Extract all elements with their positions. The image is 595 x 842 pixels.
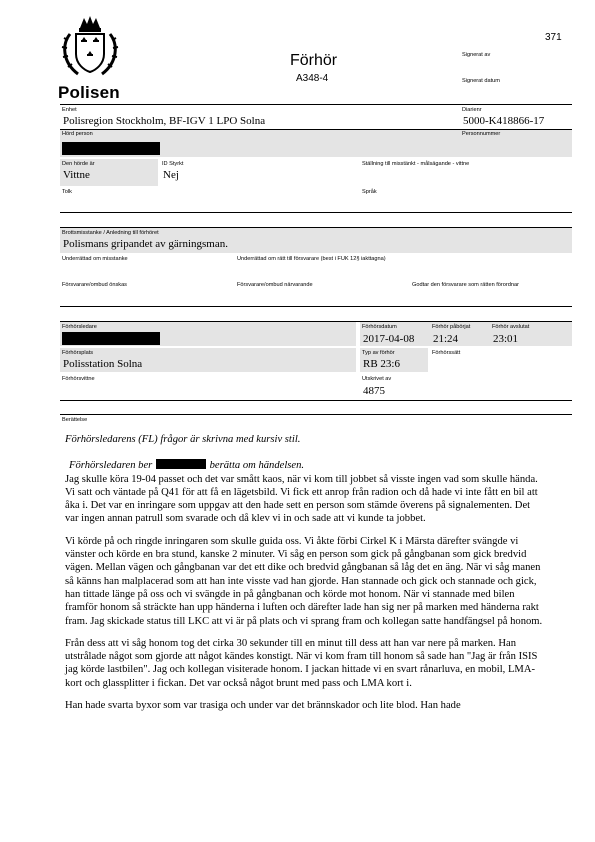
heard-as-label: Den hörde är: [62, 161, 95, 167]
id-verified-value: Nej: [163, 169, 179, 181]
id-verified-label: ID Styrkt: [162, 161, 184, 167]
redacted-leader: [62, 332, 160, 345]
informed-counsel-label: Underrättad om rätt till försvarare (best i FUK 12§ iakttagna): [237, 256, 386, 262]
story-paragraph-3: Från dess att vi såg honom tog det cirka 30 sekunder till en minut till dess att han var nere på marken. Han utstrålade något som gjorde att något kändes konstigt. När vi kom fram till honom så sade han "Jag är från ISIS jag körde lastbilen". Jag och kollegan visiterade honom. I jackan hittade vi en svart rånarluva, en mobil, LMA-kort och glassplitter i fickan. Det var också något brunt med pass och LMA kort i.: [65, 637, 538, 689]
police-logo: [58, 14, 122, 102]
divider: [60, 104, 572, 105]
heard-as-value: Vittne: [63, 169, 90, 181]
counsel-wanted-label: Försvarare/ombud önskas: [62, 282, 127, 288]
question-after: berätta om händelsen.: [209, 460, 305, 472]
question-before: Förhörsledaren ber: [69, 460, 153, 472]
start-label: Förhör påbörjat: [432, 324, 471, 330]
interpreter-label: Tolk: [62, 189, 72, 195]
document-title: Förhör: [290, 52, 338, 69]
story-question: [69, 459, 545, 472]
diarie-value: 5000-K418866-17: [463, 115, 545, 127]
crown-shield-icon: [58, 14, 122, 80]
counsel-present-label: Försvarare/ombud närvarande: [237, 282, 313, 288]
redacted-name-inline: [156, 459, 206, 469]
divider: [60, 129, 572, 130]
logo-text: Polisen: [58, 83, 120, 102]
date-value: 2017-04-08: [363, 333, 415, 345]
divider: [60, 212, 572, 213]
story-intro: Förhörsledarens (FL) frågor är skrivna med kursiv stil.: [65, 434, 301, 445]
written-by-label: Utskrivet av: [362, 376, 392, 382]
signed-date-label: Signerat datum: [462, 78, 500, 84]
divider: [60, 400, 572, 401]
end-label: Förhör avslutat: [492, 324, 530, 330]
personnummer-label: Personnummer: [462, 131, 501, 137]
story-paragraph-1: Jag skulle köra 19-04 passet och det var smått kaos, när vi kom till jobbet så visste ingen vad som skulle hända. Vi satt och väntade på Q41 för att få en lägetsbild. Vi fick ett anrop från radion och då hade vi inte fått en bil att åka i. Det var en inringare som uppgav att den hade sett en person som stämde överens på signalementen. Det var ingen annan patrull som svarade och då klev vi in och sade att vi kunde ta jobbet.: [65, 473, 538, 525]
unit-value: Polisregion Stockholm, BF-IGV 1 LPO Solna: [63, 115, 266, 127]
informed-label: Underrättad om misstanke: [62, 256, 128, 262]
date-label: Förhörsdatum: [362, 324, 397, 330]
start-value: 21:24: [433, 333, 459, 345]
page-number: 371: [545, 32, 562, 43]
offense-value: Polismans gripandet av gärningsman.: [63, 238, 228, 250]
position-label: Ställning till misstänkt - målsägande - vittne: [362, 161, 470, 167]
type-label: Typ av förhör: [362, 350, 395, 356]
language-label: Språk: [362, 189, 377, 195]
end-value: 23:01: [493, 333, 519, 345]
leader-label: Förhörsledare: [62, 324, 97, 330]
place-label: Förhörsplats: [62, 350, 94, 356]
unit-label: Enhet: [62, 107, 77, 113]
divider: [60, 414, 572, 415]
witness-label: Förhörsvittne: [62, 376, 95, 382]
written-by-value: 4875: [363, 385, 385, 397]
divider: [60, 306, 572, 307]
place-value: Polisstation Solna: [63, 358, 143, 370]
story-paragraph-2: Vi körde på och ringde inringaren som skulle guida oss. Vi åkte förbi Cirkel K i Märsta därefter svängde vi vänster och körde en bra stund, kanske 2 minuter. Vi såg en person som gick på gångbanan som gick bredvid vägen. Mellan vägen och gångbanan var det ett dike och bredvid gångbanan så låg det en äng. När vi såg manen så känns han malplacerad som att han inte visste vad han gjorde. Han stannade och gick och stannade och gick, han tittade länge på oss och vi svängde in på gångbanan och körde mot honom. När vi stannade med bilen framför honom så sträckte han upp händerna i luften och därefter lade han sig ner på marken med händerna rakt fram. Jag skickade status till LKC att vi är på plats och vi sprang fram och kollegan satte handfängsel på honom.: [65, 535, 543, 627]
signed-by-label: Signerat av: [462, 52, 491, 58]
offense-label: Brottsmisstanke / Anledning till förhöret: [62, 230, 159, 236]
story-paragraph-4: Han hade svarta byxor som var trasiga och under var det brännskador och lite blod. Han hade: [65, 700, 461, 712]
type-value: RB 23:6: [363, 358, 400, 370]
heard-person-label: Hörd person: [62, 131, 93, 137]
story-label: Berättelse: [62, 417, 88, 423]
redacted-name: [62, 142, 160, 155]
diarie-label: Diarienr: [462, 107, 482, 113]
method-label: Förhörssätt: [432, 350, 461, 356]
approves-counsel-label: Godtar den försvarare som rätten förordnar: [412, 282, 519, 288]
case-number: A348-4: [296, 73, 329, 84]
story-body: [65, 433, 545, 721]
